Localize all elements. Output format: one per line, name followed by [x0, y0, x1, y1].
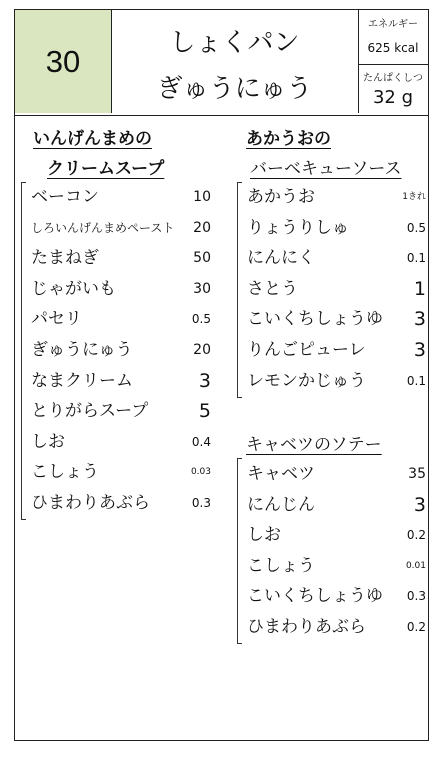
- energy-value: 625 kcal: [367, 41, 419, 55]
- ingredient-name: こしょう: [31, 462, 99, 483]
- dish-title-redfish-line1: あかうおの: [246, 129, 331, 149]
- main-menu: [111, 10, 359, 113]
- protein-label: たんぱくしつ: [363, 73, 423, 84]
- ingredient-amount: 35: [408, 466, 426, 482]
- ingredient-name: とりがらスープ: [31, 401, 149, 422]
- ingredient-amount: 1きれ: [402, 192, 426, 202]
- ingredient-name: さとう: [247, 278, 298, 299]
- ingredient-amount: 3: [413, 339, 426, 361]
- ingredient-amount: 3: [198, 369, 211, 392]
- ingredient-name: レモンかじゅう: [247, 370, 366, 391]
- ingredient-name: りょうりしゅ: [247, 217, 349, 238]
- ingredient-amount: 20: [193, 219, 211, 236]
- ingredient-amount: 20: [193, 342, 211, 358]
- ingredient-name: ひまわりあぶら: [247, 617, 366, 637]
- ingredient-amount: 0.2: [406, 528, 426, 543]
- dish-title-bean-soup-line2: クリームスープ: [47, 159, 165, 179]
- dish-title-bean-soup-line1: いんげんまめの: [33, 129, 152, 149]
- ingredient-name: ベーコン: [31, 187, 99, 207]
- ingredient-amount: 50: [193, 250, 211, 267]
- ingredient-name: こいくちしょうゆ: [247, 309, 383, 330]
- ingredient-bracket: [237, 182, 242, 398]
- ingredient-bracket: [237, 458, 242, 644]
- ingredient-amount: 0.5: [191, 312, 211, 327]
- day-number: 30: [15, 10, 112, 113]
- dish-title-cabbage-saute: キャベツのソテー: [246, 435, 382, 455]
- ingredient-amount: 0.01: [405, 560, 426, 571]
- ingredient-name: こいくちしょうゆ: [247, 586, 383, 607]
- nutrition-box: [358, 10, 428, 113]
- ingredient-amount: 0.03: [190, 467, 211, 478]
- nutrition-divider: [358, 64, 428, 65]
- ingredient-name: にんにく: [247, 248, 315, 269]
- ingredient-name: しお: [31, 431, 65, 452]
- ingredient-amount: 0.5: [406, 220, 426, 235]
- menu-item-bread: しょくパン: [169, 28, 300, 58]
- ingredient-name: にんじん: [247, 494, 315, 515]
- ingredient-name: たまねぎ: [31, 248, 99, 269]
- ingredient-amount: 0.4: [191, 434, 211, 449]
- ingredient-bracket: [21, 182, 26, 520]
- card-header: [15, 10, 428, 116]
- energy-label: エネルギー: [368, 19, 418, 30]
- dish-title-redfish-line2: バーベキューソース: [250, 159, 402, 179]
- ingredient-amount: 30: [193, 280, 211, 297]
- ingredient-name: こしょう: [247, 555, 315, 576]
- ingredient-name: なまクリーム: [31, 370, 133, 391]
- ingredient-amount: 0.3: [406, 589, 426, 604]
- ingredient-amount: 0.3: [191, 496, 211, 510]
- ingredient-amount: 5: [198, 400, 211, 423]
- ingredient-name: りんごピューレ: [247, 340, 366, 360]
- ingredient-amount: 0.1: [406, 373, 426, 388]
- ingredient-name: ぎゅうにゅう: [31, 340, 133, 360]
- ingredient-name: ひまわりあぶら: [31, 493, 150, 513]
- ingredient-amount: 3: [413, 493, 426, 516]
- protein-value: 32 g: [372, 87, 414, 108]
- ingredient-name: パセリ: [31, 309, 82, 330]
- ingredient-name: しお: [247, 525, 281, 546]
- menu-item-milk: ぎゅうにゅう: [156, 74, 313, 104]
- ingredient-name: キャベツ: [247, 464, 315, 484]
- ingredient-name: じゃがいも: [31, 278, 116, 299]
- ingredient-name: しろいんげんまめペースト: [31, 220, 175, 235]
- ingredient-name: あかうお: [247, 187, 315, 207]
- menu-card: [14, 9, 429, 741]
- ingredient-amount: 1: [413, 277, 426, 300]
- ingredient-amount: 3: [413, 308, 426, 331]
- ingredient-amount: 0.1: [406, 251, 426, 266]
- ingredient-amount: 0.2: [406, 620, 426, 634]
- ingredient-amount: 10: [193, 189, 211, 205]
